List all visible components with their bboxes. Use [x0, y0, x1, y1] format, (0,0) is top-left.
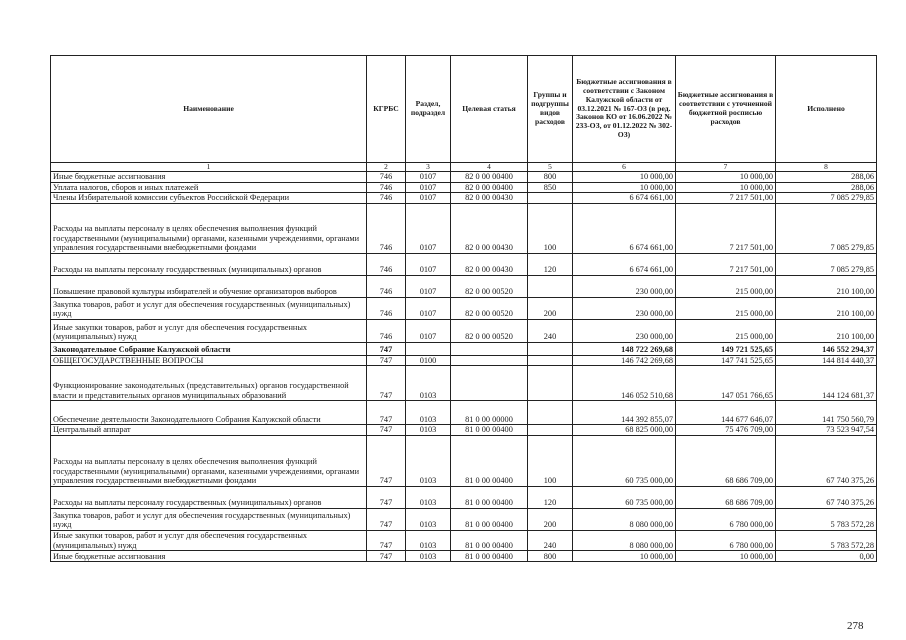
header-budget-list: Бюджетные ассигнования в соответствии с уточненной бюджетной росписью расходов	[676, 56, 776, 163]
row-kgrbs: 747	[367, 425, 406, 436]
table-body	[51, 172, 877, 562]
table-row	[51, 297, 877, 319]
row-kgrbs: 746	[367, 193, 406, 204]
row-kgrbs: 746	[367, 319, 406, 342]
row-executed: 144 814 440,37	[776, 355, 877, 366]
row-kgrbs: 746	[367, 203, 406, 253]
column-number: 1	[51, 163, 367, 172]
row-budget-list: 68 686 709,00	[676, 435, 776, 486]
row-target: 81 0 00 00400	[451, 530, 528, 550]
row-budget-law: 230 000,00	[573, 319, 676, 342]
table-row	[51, 530, 877, 550]
row-section: 0107	[406, 319, 451, 342]
row-kgrbs: 746	[367, 253, 406, 275]
row-section: 0107	[406, 253, 451, 275]
row-section	[406, 342, 451, 355]
header-name: Наименование	[51, 56, 367, 163]
row-kgrbs: 747	[367, 551, 406, 562]
row-budget-law: 148 722 269,68	[573, 342, 676, 355]
row-budget-list: 6 780 000,00	[676, 508, 776, 530]
row-name: Расходы на выплаты персоналу государственных (муниципальных) органов	[51, 253, 367, 275]
row-kgrbs: 747	[367, 435, 406, 486]
table-row	[51, 401, 877, 425]
row-budget-law: 146 742 269,68	[573, 355, 676, 366]
column-number-row	[51, 163, 877, 172]
page-number: 278	[847, 620, 864, 632]
row-budget-law: 6 674 661,00	[573, 203, 676, 253]
row-executed: 288,06	[776, 172, 877, 183]
row-executed: 7 085 279,85	[776, 193, 877, 204]
header-budget-law: Бюджетные ассигнования в соответствии с Законом Калужской области от 03.12.2021 № 167-ОЗ (в ред. Законов КО от 16.06.2022 № 233-ОЗ, от 01.12.2022 № 302-ОЗ)	[573, 56, 676, 163]
row-name: Закупка товаров, работ и услуг для обеспечения государственных (муниципальных) нужд	[51, 508, 367, 530]
row-kgrbs: 746	[367, 275, 406, 297]
row-budget-list: 147 051 766,65	[676, 366, 776, 401]
row-budget-law: 146 052 510,68	[573, 366, 676, 401]
row-group: 240	[528, 319, 573, 342]
row-section: 0103	[406, 508, 451, 530]
row-section: 0107	[406, 172, 451, 183]
row-name: Расходы на выплаты персоналу государственных (муниципальных) органов	[51, 486, 367, 508]
row-executed: 5 783 572,28	[776, 530, 877, 550]
row-group	[528, 401, 573, 425]
row-executed: 146 552 294,37	[776, 342, 877, 355]
row-target: 82 0 00 00430	[451, 203, 528, 253]
row-name: Иные бюджетные ассигнования	[51, 172, 367, 183]
row-kgrbs: 747	[367, 530, 406, 550]
row-name: Обеспечение деятельности Законодательного Собрания Калужской области	[51, 401, 367, 425]
budget-table	[50, 55, 877, 562]
row-name: Расходы на выплаты персоналу в целях обеспечения выполнения функций государственными (муниципальными) органами, казенными учреждениями, органами управления государственными внебюджетными фондами	[51, 435, 367, 486]
row-executed: 73 523 947,54	[776, 425, 877, 436]
row-name: Законодательное Собрание Калужской области	[51, 342, 367, 355]
row-name: Закупка товаров, работ и услуг для обеспечения государственных (муниципальных) нужд	[51, 297, 367, 319]
header-kgrbs: КГРБС	[367, 56, 406, 163]
row-target: 81 0 00 00400	[451, 486, 528, 508]
row-group	[528, 366, 573, 401]
row-target: 81 0 00 00400	[451, 435, 528, 486]
header-executed: Исполнено	[776, 56, 877, 163]
row-budget-law: 10 000,00	[573, 182, 676, 193]
row-section: 0107	[406, 275, 451, 297]
table-row	[51, 275, 877, 297]
row-kgrbs: 747	[367, 355, 406, 366]
row-section: 0100	[406, 355, 451, 366]
row-group	[528, 342, 573, 355]
row-kgrbs: 746	[367, 297, 406, 319]
column-number: 8	[776, 163, 877, 172]
row-executed: 210 100,00	[776, 275, 877, 297]
row-section: 0103	[406, 435, 451, 486]
row-budget-list: 7 217 501,00	[676, 193, 776, 204]
row-executed: 67 740 375,26	[776, 486, 877, 508]
table-row	[51, 203, 877, 253]
budget-table-sheet	[50, 55, 877, 562]
row-target: 82 0 00 00520	[451, 297, 528, 319]
column-number: 6	[573, 163, 676, 172]
row-target: 82 0 00 00520	[451, 319, 528, 342]
header-section: Раздел, подраздел	[406, 56, 451, 163]
row-budget-list: 147 741 525,65	[676, 355, 776, 366]
row-group: 200	[528, 297, 573, 319]
row-target: 82 0 00 00400	[451, 172, 528, 183]
table-row	[51, 486, 877, 508]
row-budget-list: 7 217 501,00	[676, 203, 776, 253]
table-row	[51, 508, 877, 530]
row-target	[451, 355, 528, 366]
row-budget-list: 149 721 525,65	[676, 342, 776, 355]
row-group	[528, 193, 573, 204]
row-kgrbs: 747	[367, 366, 406, 401]
row-budget-law: 10 000,00	[573, 172, 676, 183]
row-kgrbs: 747	[367, 508, 406, 530]
table-row	[51, 182, 877, 193]
row-budget-list: 10 000,00	[676, 551, 776, 562]
row-budget-law: 8 080 000,00	[573, 508, 676, 530]
row-target	[451, 342, 528, 355]
row-executed: 7 085 279,85	[776, 203, 877, 253]
row-group: 800	[528, 172, 573, 183]
row-group: 850	[528, 182, 573, 193]
row-group	[528, 355, 573, 366]
row-name: Уплата налогов, сборов и иных платежей	[51, 182, 367, 193]
row-target: 81 0 00 00400	[451, 551, 528, 562]
row-executed: 0,00	[776, 551, 877, 562]
row-budget-law: 230 000,00	[573, 297, 676, 319]
row-section: 0103	[406, 366, 451, 401]
row-budget-list: 68 686 709,00	[676, 486, 776, 508]
header-target: Целевая статья	[451, 56, 528, 163]
row-section: 0103	[406, 486, 451, 508]
row-group: 120	[528, 486, 573, 508]
row-kgrbs: 747	[367, 401, 406, 425]
row-name: Функционирование законодательных (представительных) органов государственной власти и представительных органов муниципальных образований	[51, 366, 367, 401]
header-group: Группы и подгруппы видов расходов	[528, 56, 573, 163]
row-executed: 210 100,00	[776, 297, 877, 319]
row-name: Расходы на выплаты персоналу в целях обеспечения выполнения функций государственными (муниципальными) органами, казенными учреждениями, органами управления государственными внебюджетными фондами	[51, 203, 367, 253]
row-target: 82 0 00 00430	[451, 253, 528, 275]
row-name: Повышение правовой культуры избирателей и обучение организаторов выборов	[51, 275, 367, 297]
column-number: 7	[676, 163, 776, 172]
row-executed: 141 750 560,79	[776, 401, 877, 425]
table-row	[51, 172, 877, 183]
row-budget-list: 215 000,00	[676, 275, 776, 297]
row-name: Центральный аппарат	[51, 425, 367, 436]
row-budget-list: 10 000,00	[676, 182, 776, 193]
row-group: 120	[528, 253, 573, 275]
row-section: 0107	[406, 182, 451, 193]
row-group	[528, 425, 573, 436]
row-executed: 5 783 572,28	[776, 508, 877, 530]
row-section: 0107	[406, 193, 451, 204]
table-row	[51, 551, 877, 562]
table-header-row	[51, 56, 877, 163]
row-budget-list: 215 000,00	[676, 319, 776, 342]
row-budget-law: 60 735 000,00	[573, 435, 676, 486]
column-number: 5	[528, 163, 573, 172]
row-group	[528, 275, 573, 297]
row-target	[451, 366, 528, 401]
table-row	[51, 193, 877, 204]
row-budget-list: 10 000,00	[676, 172, 776, 183]
row-section: 0103	[406, 425, 451, 436]
table-row	[51, 342, 877, 355]
row-executed: 288,06	[776, 182, 877, 193]
row-name: ОБЩЕГОСУДАРСТВЕННЫЕ ВОПРОСЫ	[51, 355, 367, 366]
row-section: 0107	[406, 203, 451, 253]
row-name: Члены Избирательной комиссии субъектов Российской Федерации	[51, 193, 367, 204]
table-row	[51, 425, 877, 436]
table-row	[51, 435, 877, 486]
row-name: Иные закупки товаров, работ и услуг для обеспечения государственных (муниципальных) нужд	[51, 530, 367, 550]
row-target: 82 0 00 00430	[451, 193, 528, 204]
row-budget-law: 144 392 855,07	[573, 401, 676, 425]
row-kgrbs: 747	[367, 486, 406, 508]
row-group: 800	[528, 551, 573, 562]
column-number: 2	[367, 163, 406, 172]
row-budget-law: 8 080 000,00	[573, 530, 676, 550]
row-name: Иные закупки товаров, работ и услуг для обеспечения государственных (муниципальных) нужд	[51, 319, 367, 342]
row-budget-law: 10 000,00	[573, 551, 676, 562]
row-budget-law: 6 674 661,00	[573, 193, 676, 204]
row-target: 81 0 00 00400	[451, 425, 528, 436]
table-row	[51, 253, 877, 275]
row-budget-law: 6 674 661,00	[573, 253, 676, 275]
row-group: 100	[528, 435, 573, 486]
row-section: 0103	[406, 401, 451, 425]
row-executed: 210 100,00	[776, 319, 877, 342]
row-group: 100	[528, 203, 573, 253]
row-target: 81 0 00 00000	[451, 401, 528, 425]
column-number: 4	[451, 163, 528, 172]
row-budget-list: 7 217 501,00	[676, 253, 776, 275]
row-target: 82 0 00 00520	[451, 275, 528, 297]
row-budget-list: 6 780 000,00	[676, 530, 776, 550]
row-kgrbs: 746	[367, 172, 406, 183]
row-kgrbs: 746	[367, 182, 406, 193]
row-budget-law: 230 000,00	[573, 275, 676, 297]
row-section: 0107	[406, 297, 451, 319]
row-budget-list: 215 000,00	[676, 297, 776, 319]
row-section: 0103	[406, 551, 451, 562]
row-budget-law: 60 735 000,00	[573, 486, 676, 508]
row-target: 82 0 00 00400	[451, 182, 528, 193]
row-executed: 7 085 279,85	[776, 253, 877, 275]
row-kgrbs: 747	[367, 342, 406, 355]
table-row	[51, 319, 877, 342]
row-budget-law: 68 825 000,00	[573, 425, 676, 436]
row-group: 200	[528, 508, 573, 530]
table-row	[51, 366, 877, 401]
row-executed: 67 740 375,26	[776, 435, 877, 486]
column-number: 3	[406, 163, 451, 172]
row-group: 240	[528, 530, 573, 550]
table-row	[51, 355, 877, 366]
row-name: Иные бюджетные ассигнования	[51, 551, 367, 562]
row-budget-list: 75 476 709,00	[676, 425, 776, 436]
row-executed: 144 124 681,37	[776, 366, 877, 401]
row-target: 81 0 00 00400	[451, 508, 528, 530]
row-section: 0103	[406, 530, 451, 550]
row-budget-list: 144 677 646,07	[676, 401, 776, 425]
